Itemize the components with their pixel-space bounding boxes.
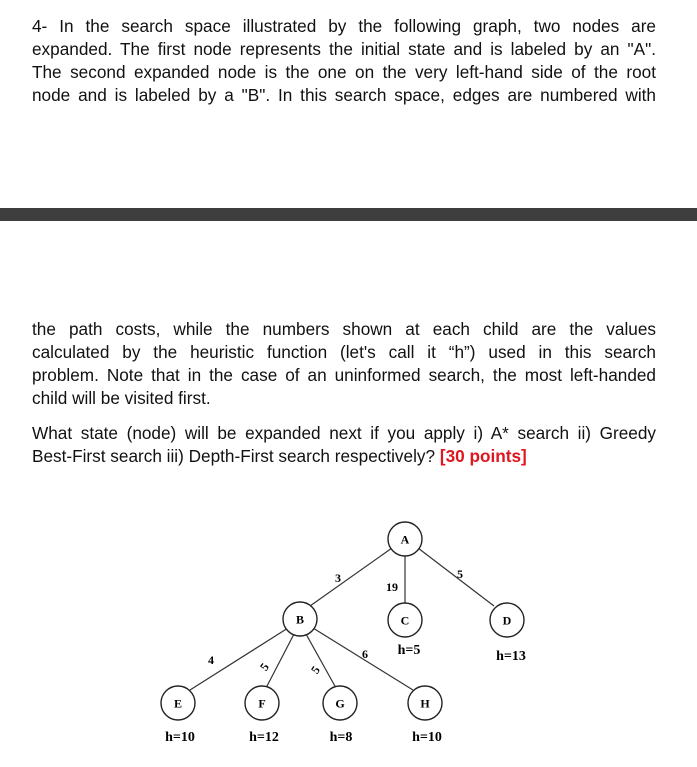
heuristic-c: h=5 [397,643,421,658]
edge-label-a-c: 19 [386,580,398,594]
node-c-label: C [400,613,410,628]
node-b [283,602,317,636]
edge-label-b-g: 5 [307,663,323,677]
node-a-label: A [400,532,410,547]
edge-a-d [418,548,494,606]
heuristic-d: h=13 [496,649,526,664]
edge-label-a-d: 5 [457,567,463,581]
points-badge: [30 points] [439,446,527,466]
node-f-label: F [258,696,266,711]
edge-b-f [266,634,294,688]
intro-line-2: expanded. The first node represents the initial state and is labeled by an "A". [32,39,656,59]
node-h [408,686,442,720]
intro-line-1: 4- In the search space illustrated by the following graph, two nodes are [32,16,656,36]
edge-label-b-f: 5 [256,660,272,674]
node-g [323,686,357,720]
edge-a-b [310,548,392,606]
node-e-label: E [173,696,183,711]
intro-line-3: The second expanded node is the one on the very left-hand side of the root [32,62,656,82]
node-h-label: H [420,696,430,711]
node-d-label: D [502,613,512,628]
cont-line-1: the path costs, while the numbers shown at each child are the values [32,319,656,339]
cont-line-3: problem. Note that in the case of an uninformed search, the most left-handed [32,365,656,385]
cont-line-4: child will be visited first. [32,388,211,408]
edge-b-e [190,628,288,690]
intro-line-4: node and is labeled by a "B". In this search space, edges are numbered with [32,85,656,105]
ask-line-2-text: Best-First search iii) Depth-First search respectively? [32,446,440,466]
edge-label-a-b: 3 [335,571,341,585]
cont-line-2: calculated by the heuristic function (let's call it “h”) used in this search [32,342,656,362]
edge-b-g [306,634,336,688]
node-c [388,603,422,637]
node-g-label: G [335,696,345,711]
heuristic-f: h=12 [249,730,279,745]
node-f [245,686,279,720]
heuristic-g: h=8 [329,730,353,745]
node-a [388,522,422,556]
node-e [161,686,195,720]
edge-label-b-e: 4 [208,653,214,667]
node-b-label: B [295,612,305,627]
ask-line-1: What state (node) will be expanded next if you apply i) A* search ii) Greedy [32,423,656,443]
heuristic-e: h=10 [165,730,195,745]
heuristic-h: h=10 [412,730,442,745]
node-d [490,603,524,637]
edge-label-b-h: 6 [362,647,368,661]
